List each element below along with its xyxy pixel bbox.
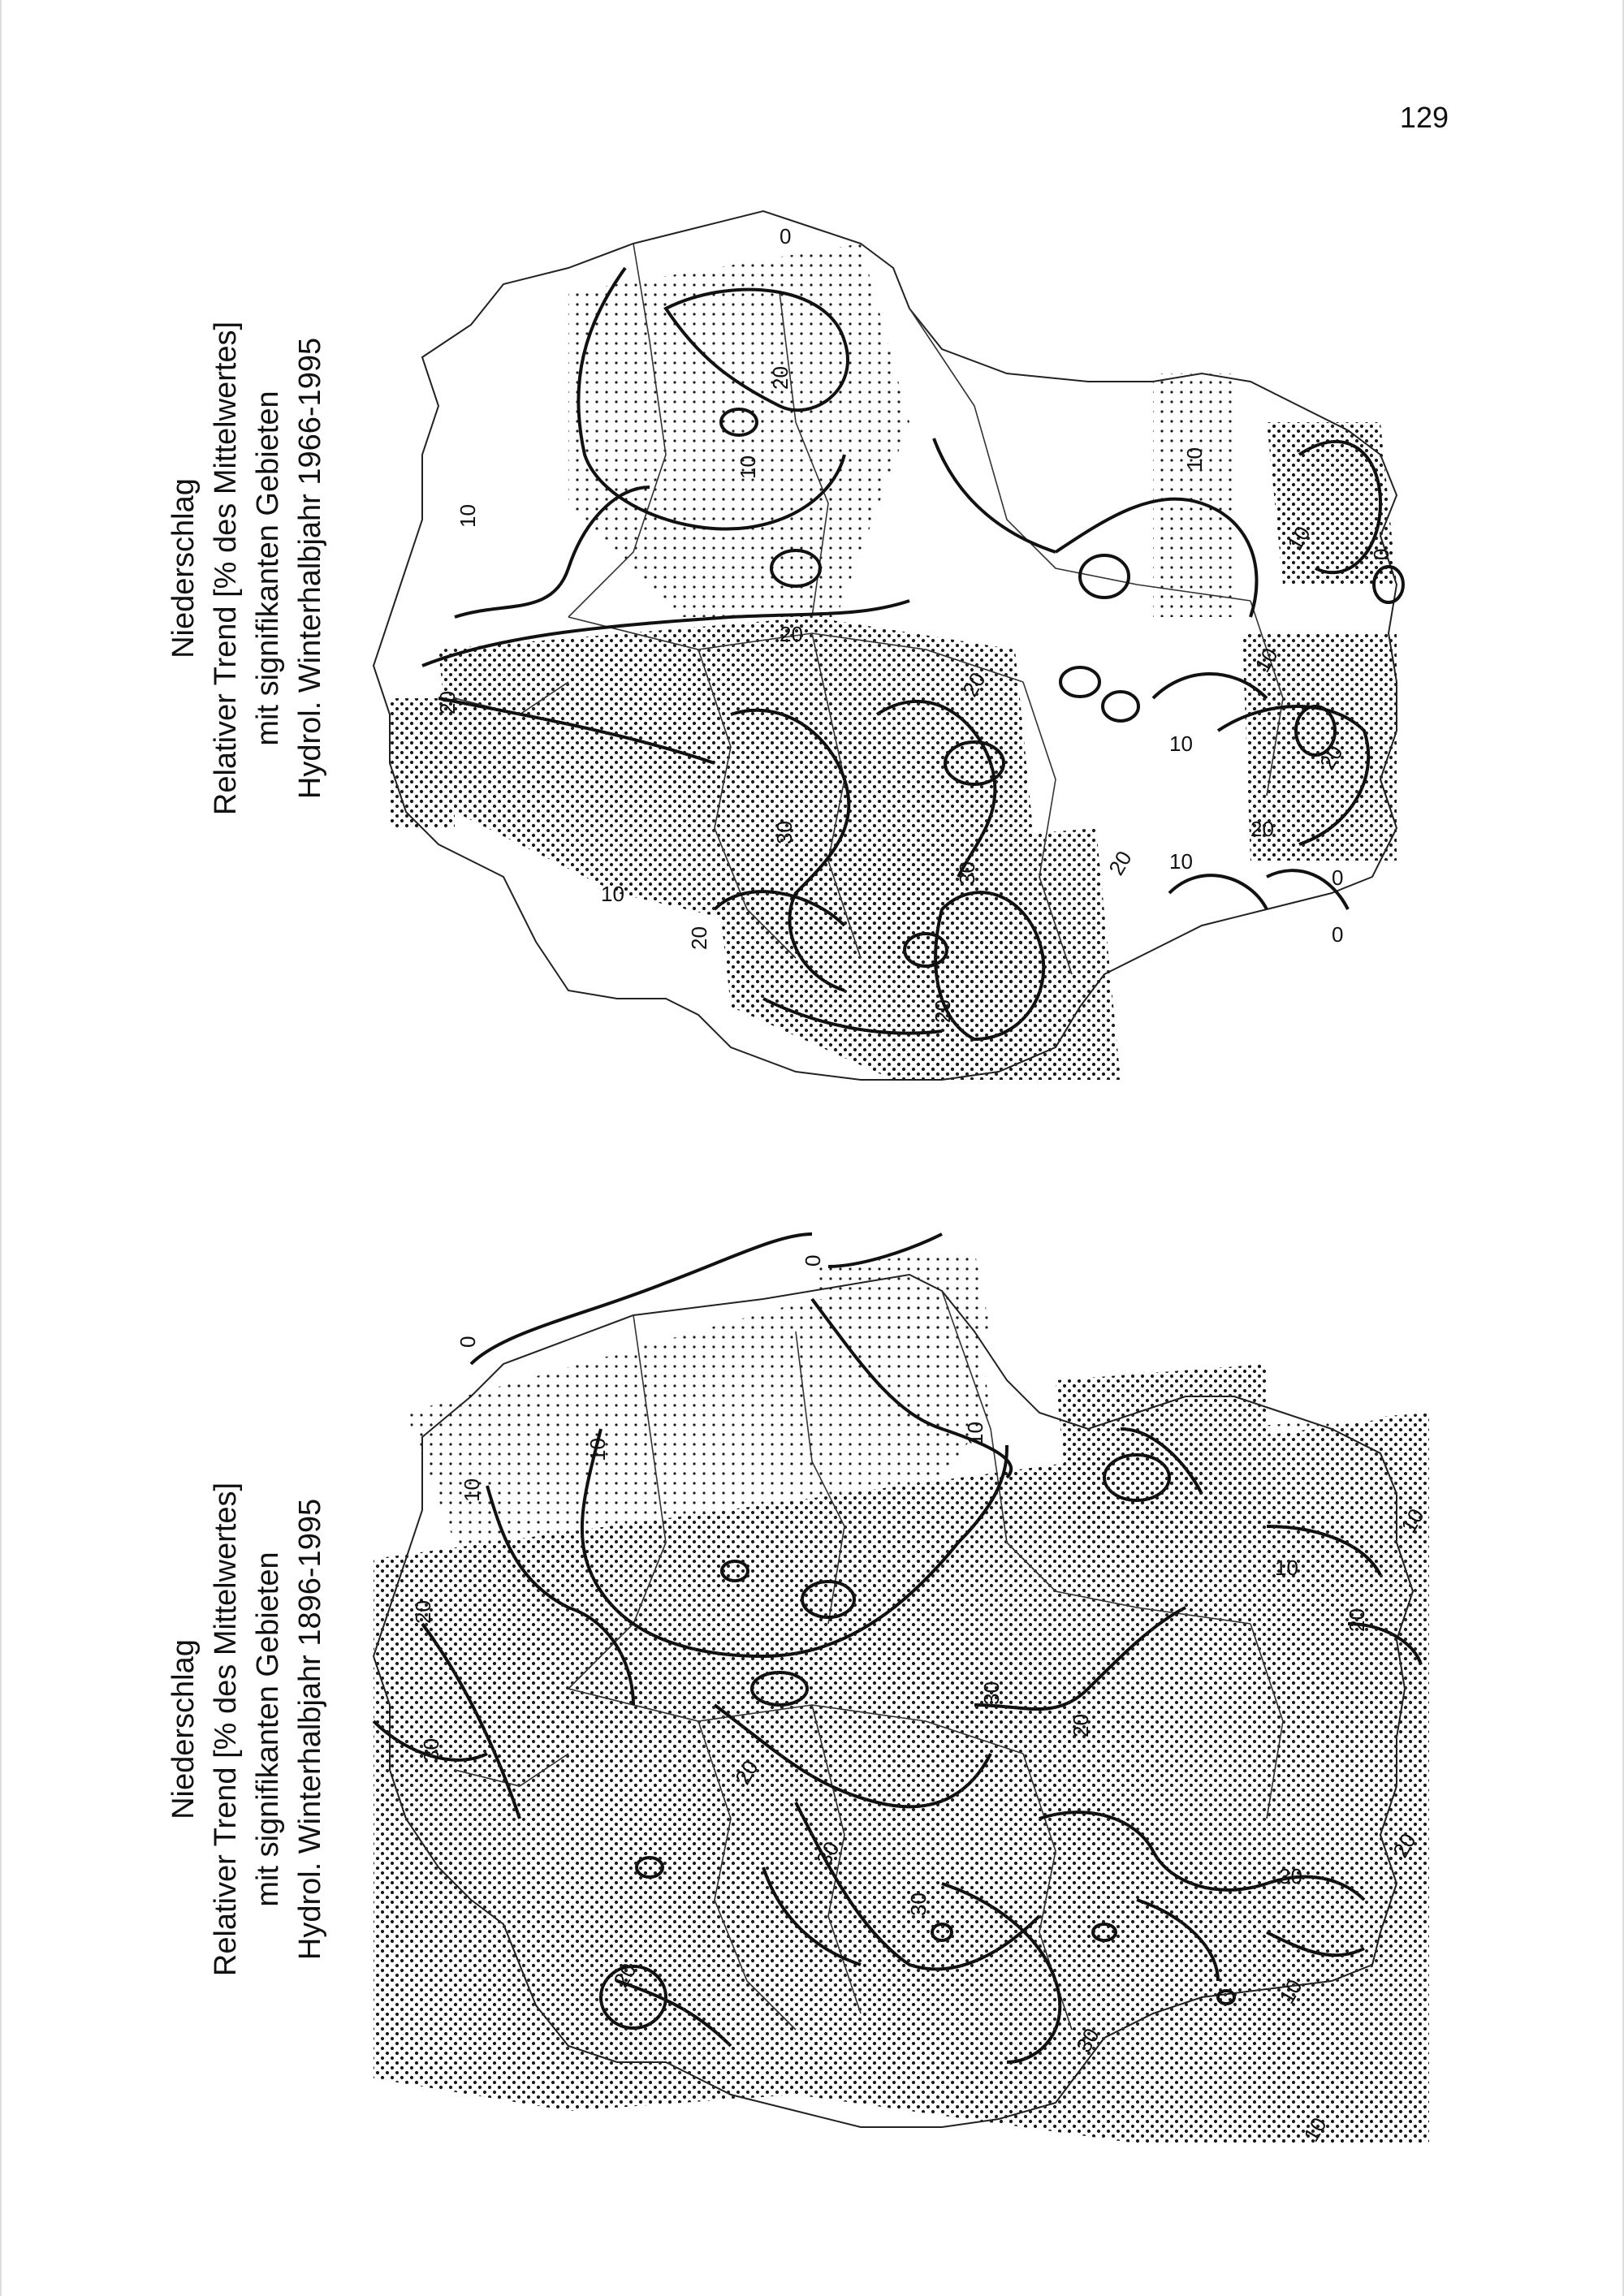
contour-label: 30	[1071, 2023, 1104, 2056]
contour-label: 20	[768, 366, 793, 390]
contour-label: 30	[955, 861, 979, 885]
contour-label: 10	[1169, 732, 1193, 756]
contour-label: 10	[1274, 1974, 1307, 2008]
caption-subtitle: Relativer Trend [% des Mittelwertes]	[209, 1482, 243, 1977]
contour-label: 10	[736, 455, 760, 479]
map-1896-1995	[374, 1234, 1429, 2146]
contour-label: 20	[730, 1755, 763, 1789]
contour-label: 10	[1169, 849, 1193, 874]
contour-label: 10	[1298, 2113, 1332, 2146]
contour-label: 20	[931, 999, 955, 1023]
contour-label: 10	[585, 1438, 610, 1461]
contour-label: 10	[1250, 643, 1283, 676]
contour-label: 20	[435, 691, 460, 714]
contour-label: 10	[456, 504, 480, 528]
contour-label: 10	[1275, 1556, 1298, 1580]
caption-subtitle-2: mit signifikanten Gebieten	[251, 391, 285, 746]
contour-label: 30	[979, 1681, 1004, 1705]
contour-label: 30	[772, 821, 797, 844]
caption-title: Niederschlag	[166, 1639, 201, 1819]
caption-period: Hydrol. Winterhalbjahr 1966-1995	[293, 337, 327, 800]
contour-label: 20	[1250, 817, 1274, 841]
contour-label: 20	[1315, 740, 1348, 774]
contour-label: 30	[906, 1892, 931, 1916]
contour-label: 0	[1369, 548, 1393, 560]
contour-label: 20	[411, 1600, 435, 1624]
contour-label: 10	[460, 1478, 484, 1502]
contour-label: 0	[801, 1254, 825, 1267]
contour-label: 30	[811, 1836, 844, 1870]
significant-areas	[390, 244, 1397, 1080]
contour-label: 20	[687, 926, 711, 950]
contour-label: 20	[1345, 1608, 1369, 1632]
contour-label: 10	[963, 1422, 987, 1445]
contour-label: 20	[780, 622, 803, 646]
significant-areas	[374, 1250, 1429, 2143]
map-1966-1995	[374, 211, 1403, 1080]
contour-label: 30	[1279, 1864, 1302, 1888]
caption-title: Niederschlag	[166, 478, 201, 658]
contour-label: 0	[780, 224, 792, 248]
contour-label: 20	[957, 667, 991, 701]
contour-label: 10	[1182, 447, 1207, 471]
contour-label: 20	[608, 1958, 641, 1992]
contour-label: 0	[456, 1336, 480, 1348]
contour-label: 30	[419, 1738, 443, 1762]
contour-label: 10	[601, 882, 624, 906]
caption-subtitle-2: mit signifikanten Gebieten	[251, 1552, 285, 1907]
caption-period: Hydrol. Winterhalbjahr 1896-1995	[293, 1498, 327, 1961]
contour-label: 20	[1069, 1714, 1093, 1737]
contour-label: 0	[1332, 922, 1344, 947]
page-number: 129	[1399, 101, 1449, 134]
caption-subtitle: Relativer Trend [% des Mittelwertes]	[209, 321, 243, 816]
contour-label: 20	[1388, 1828, 1421, 1862]
contour-label: 10	[1282, 521, 1315, 555]
contour-label: 20	[1104, 846, 1137, 879]
contour-label: 0	[1332, 865, 1344, 890]
contour-label: 10	[1396, 1504, 1429, 1537]
